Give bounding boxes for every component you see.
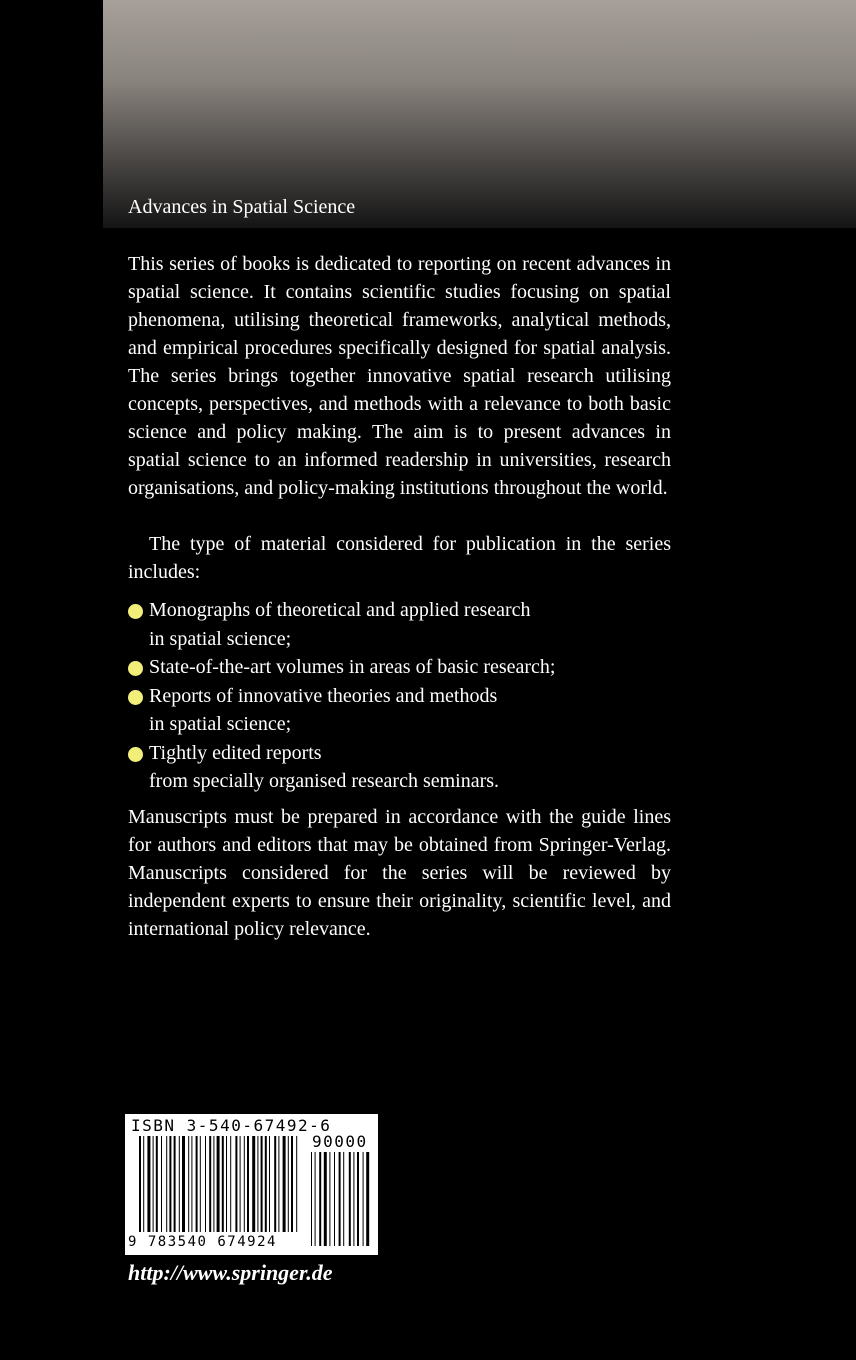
barcode-bar <box>366 1152 369 1246</box>
barcode-bar <box>334 1152 335 1246</box>
series-description: This series of books is dedicated to reporting on recent advances in spatial science. It contains scientific studies focusing on spatial phenomena, utilising theoretical frameworks, analytical methods, and empirical procedures specifically designed for spatial analysis. The series brings together innovative spatial research utilising concepts, perspectives, and methods with a relevance to both basic science and policy making. The aim is to present advances in spatial science to an informed readership in universities, research organisations, and policy-making institutions throughout the world. <box>128 253 671 499</box>
barcode-bar <box>269 1136 270 1232</box>
barcode-bar <box>205 1136 206 1232</box>
list-item-line: Reports of innovative theories and methods <box>149 684 498 707</box>
barcode-bar <box>139 1136 141 1232</box>
list-item-line: Monographs of theoretical and applied research <box>149 599 531 621</box>
barcode-bar <box>274 1136 276 1232</box>
barcode-bar <box>247 1136 249 1232</box>
barcode-bar <box>353 1152 354 1246</box>
list-item-line: from specially organised research seminars. <box>149 770 500 792</box>
barcode-bar <box>169 1136 171 1232</box>
barcode-bar <box>339 1152 341 1246</box>
isbn-barcode <box>125 1114 378 1255</box>
barcode-bar <box>143 1136 144 1232</box>
barcode-bar <box>343 1152 344 1246</box>
isbn-number: ISBN 3-540-67492-6 <box>131 1116 332 1135</box>
barcode-bar <box>240 1136 241 1232</box>
material-intro: The type of material considered for publication in the series includes: <box>128 533 671 583</box>
cover-header-gradient <box>103 0 856 228</box>
barcode-bar <box>174 1136 176 1232</box>
barcode-bar <box>209 1136 211 1232</box>
barcode-bar <box>222 1136 224 1232</box>
barcode-bar <box>296 1136 297 1232</box>
bullet-dot-icon <box>128 690 143 705</box>
list-item-line: Tightly edited reports <box>149 741 322 764</box>
list-item-line: in spatial science; <box>149 713 292 735</box>
barcode-bar <box>166 1136 167 1232</box>
barcode-bar <box>226 1136 227 1232</box>
barcode-bar <box>147 1136 150 1232</box>
barcode-bar <box>319 1152 321 1246</box>
barcode-bar <box>188 1136 189 1232</box>
bullet-dot-icon <box>128 747 143 762</box>
manuscript-guidelines: Manuscripts must be prepared in accordance with the guide lines for authors and editors that may be obtained from Springer-Verlag. Manuscripts considered for the series will be reviewed by independent experts to ensure their originality, scientific level, and international policy relevance. <box>128 806 671 940</box>
barcode-bar <box>161 1136 162 1232</box>
barcode-bar <box>230 1136 231 1232</box>
barcode-bar <box>329 1152 330 1246</box>
barcode-bar <box>200 1136 201 1232</box>
barcode-bar <box>156 1136 158 1232</box>
barcode-bar <box>291 1136 293 1232</box>
list-item <box>128 739 555 796</box>
barcode-bar <box>363 1152 364 1246</box>
barcode-bar <box>283 1136 286 1232</box>
price-code: 90000 <box>312 1132 368 1151</box>
barcode-bar <box>315 1152 316 1246</box>
series-title: Advances in Spatial Science <box>128 196 356 218</box>
barcode-bar <box>153 1136 154 1232</box>
barcode-bar <box>235 1136 237 1232</box>
barcode-bar <box>179 1136 180 1232</box>
barcode-bar <box>244 1136 245 1232</box>
list-item <box>128 596 555 653</box>
barcode-bar <box>349 1152 351 1246</box>
barcode-bar <box>288 1136 289 1232</box>
list-item <box>128 682 555 739</box>
barcode-bar <box>324 1152 327 1246</box>
material-list <box>128 596 555 796</box>
barcode-bar <box>278 1136 279 1232</box>
barcode-bar <box>182 1136 185 1232</box>
publisher-website: http://www.springer.de <box>128 1260 333 1285</box>
list-item <box>128 653 555 682</box>
barcode-bar <box>191 1136 192 1232</box>
bullet-dot-icon <box>128 604 143 619</box>
barcode-bar <box>311 1152 312 1246</box>
barcode-bar <box>196 1136 198 1232</box>
list-item-line: in spatial science; <box>149 627 292 650</box>
barcode-bar <box>252 1136 255 1232</box>
bullet-dot-icon <box>128 661 143 676</box>
ean-digits: 9 783540 674924 <box>128 1234 277 1250</box>
barcode-bar <box>265 1136 267 1232</box>
barcode-bar <box>217 1136 220 1232</box>
barcode-bar <box>357 1152 359 1246</box>
list-item-line: State-of-the-art volumes in areas of basic research; <box>149 656 556 678</box>
barcode-bar <box>213 1136 214 1232</box>
barcode-bar <box>257 1136 258 1232</box>
barcode-bar <box>261 1136 263 1232</box>
